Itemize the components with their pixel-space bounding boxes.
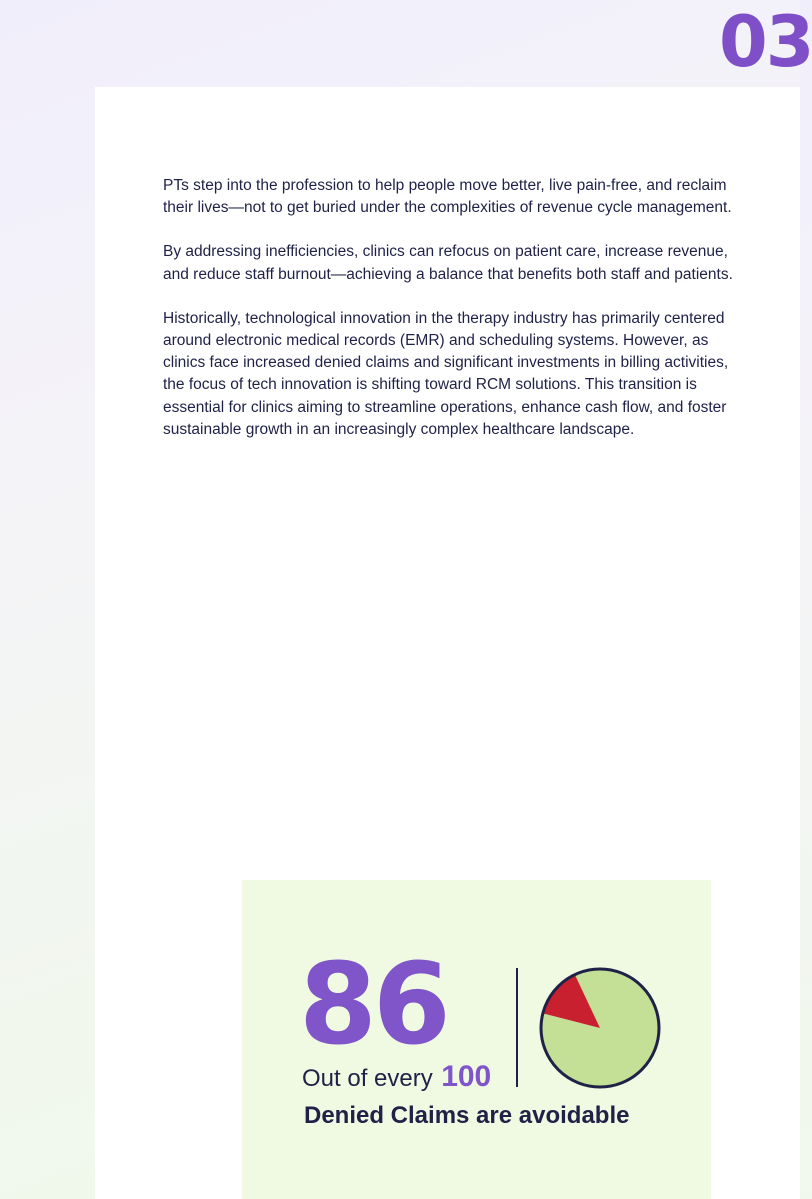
stat-caption: Denied Claims are avoidable [304,1102,630,1129]
paragraph-3: Historically, technological innovation in the therapy industry has primarily centered around electronic medical records (EMR) and scheduling systems. However, as clinics face increased denied claims and significant investments in billing activities, the focus of tech innovation is shifting toward RCM solutions. This transition is essential for clinics aiming to streamline operations, enhance cash flow, and foster sustainable growth in an increasingly complex healthcare landscape. [163,309,729,438]
pie-chart [538,966,662,1090]
stat-card [242,880,711,1199]
paragraph-1: PTs step into the profession to help people move better, live pain-free, and reclaim their lives—not to get buried under the complexities of revenue cycle management. [163,177,732,217]
paragraph-2: By addressing inefficiencies, clinics can refocus on patient care, increase revenue, and reduce staff burnout—achieving a balance that benefits both staff and patients. [163,243,733,283]
page-number: 03 [719,1,812,83]
stat-subtitle-lead: Out of every [302,1065,433,1092]
stat-subtitle [302,1060,491,1094]
stat-number: 86 [299,940,447,1070]
page-sheet [95,87,800,1199]
body-text [163,175,743,463]
stat-divider [516,968,518,1087]
stat-total: 100 [441,1060,492,1093]
